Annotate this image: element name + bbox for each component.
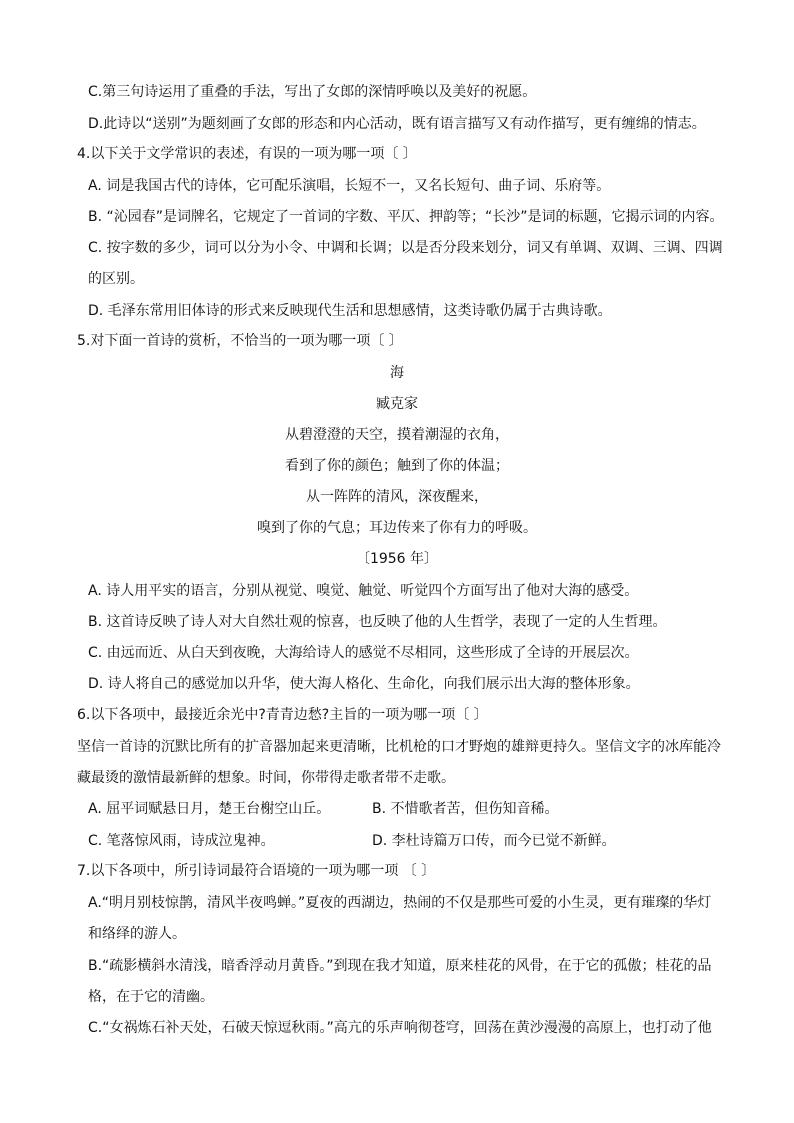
question-7: 7.以下各项中，所引诗词最符合语境的一项为哪一项 〔 〕 (77, 863, 436, 879)
option-4a: A. 词是我国古代的诗体，它可配乐演唱，长短不一，又名长短句、曲子词、乐府等。 (88, 178, 611, 194)
poem-year: 〔1956 年〕 (355, 551, 439, 567)
option-6c: C. 笔落惊风雨，诗成泣鬼神。 (88, 833, 275, 849)
option-7c: C.“女祸炼石补天处，石破天惊逗秋雨。”高亢的乐声响彻苍穹，回荡在黄沙漫漫的高原上，也打动了他 (88, 1020, 712, 1036)
poem-line-4: 嗅到了你的气息；耳边传来了你有力的呼吸。 (257, 520, 537, 536)
option-3c: C.第三句诗运用了重叠的手法，写出了女郎的深情呼唤以及美好的祝愿。 (88, 84, 537, 100)
option-7b-cont: 格，在于它的清幽。 (88, 989, 214, 1005)
option-6a: A. 屈平词赋悬日月，楚王台榭空山丘。 (88, 801, 331, 817)
question-6: 6.以下各项中，最接近余光中?青青边愁?主旨的一项为哪一项〔 〕 (77, 707, 488, 723)
passage-line-1: 坚信一首诗的沉默比所有的扩音器加起来更清晰，比机枪的口才野炮的雄辩更持久。坚信文字的冰库能冷 (77, 739, 721, 755)
poem-line-1: 从碧澄澄的天空，摸着潮湿的衣角， (285, 427, 509, 443)
question-4: 4.以下关于文学常识的表述，有误的一项为哪一项〔 〕 (77, 146, 417, 162)
option-3d: D.此诗以“送别”为题刻画了女郎的形态和内心活动，既有语言描写又有动作描写，更有缠绵的情志。 (88, 116, 706, 132)
option-6b: B. 不惜歌者苦，但伤知音稀。 (372, 801, 559, 817)
poem-author: 臧克家 (376, 396, 418, 412)
option-7b: B.“疏影横斜水清浅，暗香浮动月黄昏。”到现在我才知道，原来桂花的风骨，在于它的孤傲；桂花的品 (88, 958, 712, 974)
option-5a: A. 诗人用平实的语言，分别从视觉、嗅觉、触觉、听觉四个方面写出了他对大海的感受。 (88, 583, 639, 599)
option-4c-cont: 的区别。 (88, 271, 144, 287)
question-5: 5.对下面一首诗的赏析，不恰当的一项为哪一项〔 〕 (77, 333, 403, 349)
poem-title: 海 (390, 365, 404, 381)
option-6d: D. 李杜诗篇万口传，而今已觉不新鲜。 (372, 833, 616, 849)
option-4c: C. 按字数的多少，词可以分为小令、中调和长调；以是否分段来划分，词又有单调、双调、三调、四调 (88, 240, 723, 256)
option-5c: C. 由远而近、从白天到夜晚，大海给诗人的感觉不尽相同，这些形成了全诗的开展层次。 (88, 645, 639, 661)
option-4b: B. “沁园春”是词牌名，它规定了一首词的字数、平仄、押韵等；“长沙”是词的标题，它揭示词的内容。 (88, 209, 724, 225)
option-7a-cont: 和络绎的游人。 (88, 926, 186, 942)
option-5b: B. 这首诗反映了诗人对大自然壮观的惊喜，也反映了他的人生哲学，表现了一定的人生哲理。 (88, 614, 667, 630)
option-7a: A.“明月别枝惊鹊，清风半夜鸣蝉。”夏夜的西湖边，热闹的不仅是那些可爱的小生灵，更有璀璨的华灯 (88, 895, 712, 911)
option-4d: D. 毛泽东常用旧体诗的形式来反映现代生活和思想感情，这类诗歌仍属于古典诗歌。 (88, 303, 612, 319)
poem-line-3: 从一阵阵的清风，深夜醒来， (306, 489, 488, 505)
option-5d: D. 诗人将自己的感觉加以升华，使大海人格化、生命化，向我们展示出大海的整体形象。 (88, 676, 640, 692)
passage-line-2: 藏最烫的激情最新鲜的想象。时间，你带得走歌者带不走歌。 (77, 770, 455, 786)
poem-line-2: 看到了你的颜色；触到了你的体温； (285, 458, 509, 474)
